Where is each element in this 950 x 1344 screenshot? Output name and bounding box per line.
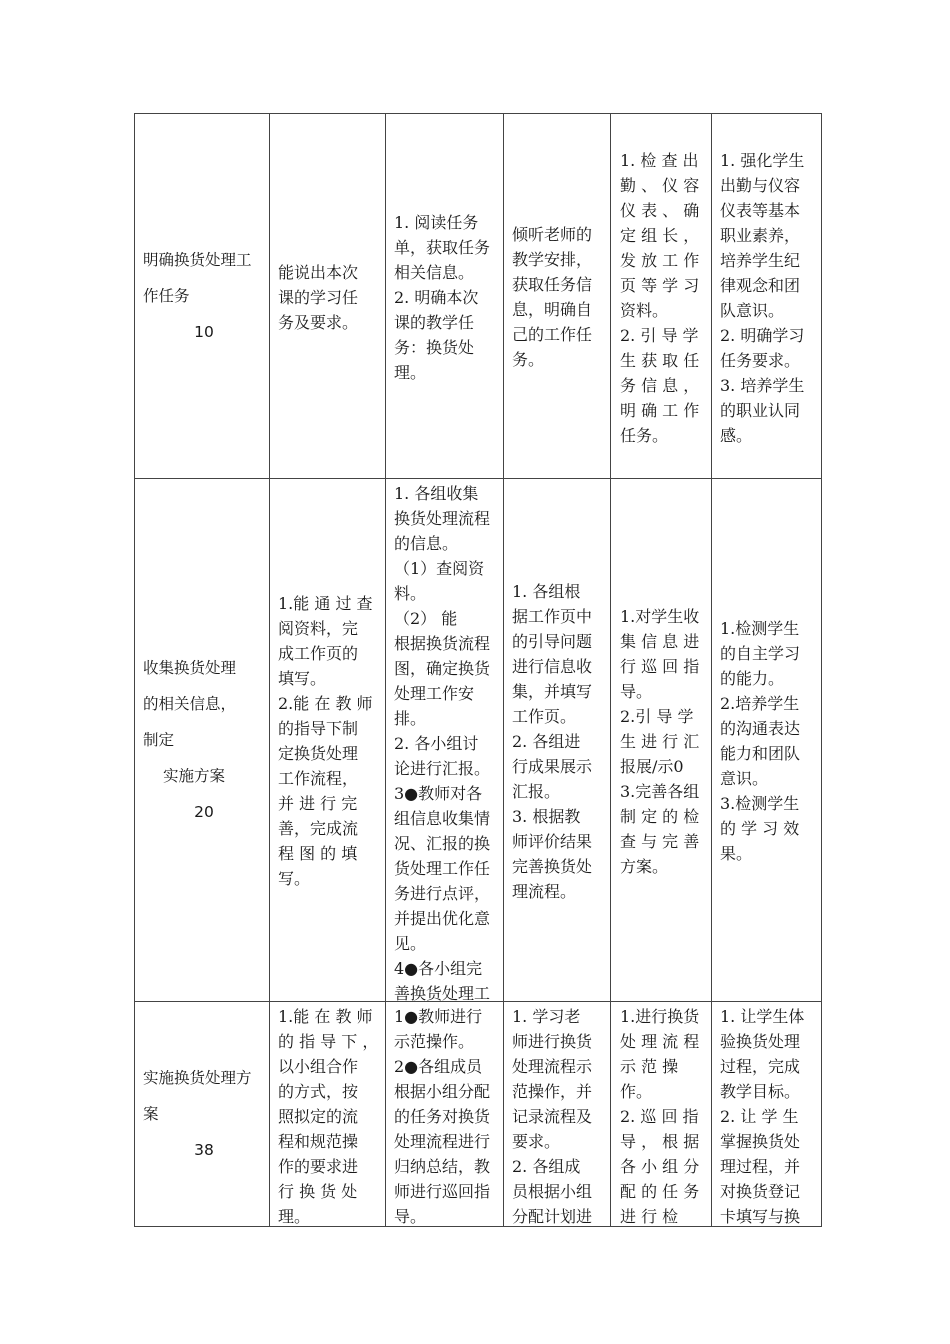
cell-line: 据工作页中 (512, 606, 593, 626)
cell-line: 1.能 在 教 师 (278, 1007, 373, 1026)
cell-line: 务。 (512, 350, 545, 369)
cell-line: 务：换货处 (394, 337, 475, 357)
cell-line: 成工作页的 (278, 644, 359, 663)
stage-cell (135, 479, 269, 1001)
cell-line: 1. 检 查 出 (620, 151, 699, 170)
cell-line: 3. 培养学生 (720, 376, 805, 395)
cell-line: 1●教师进行 (394, 1007, 483, 1026)
cell-line: 2. 引 导 学 (620, 326, 699, 345)
cell-line: 职业素养， (720, 226, 801, 245)
cell-line: 能说出本次 (278, 262, 359, 282)
cell-line: 工作流程， (278, 769, 359, 788)
cell-line: 程和规范操 (278, 1132, 359, 1151)
cell-line: 组信息收集情 (394, 809, 491, 828)
cell-line: 能力和团队 (720, 744, 801, 763)
cell-line: 课的教学任 (394, 312, 475, 332)
cell-line: 导。 (620, 681, 653, 701)
cell-line: 师进行巡回指 (394, 1182, 491, 1201)
cell-line: 务 信 息 ， (620, 376, 700, 395)
cell-line: 2. 各小组讨 (394, 734, 479, 753)
cell-line: 单，获取任务 (394, 237, 491, 257)
goal-cell (270, 114, 385, 478)
cell-line: 1. 学习老 (512, 1007, 581, 1026)
cell-line: 3●教师对各 (394, 784, 483, 803)
cell-line: 进行信息收 (512, 656, 593, 676)
student-activity-cell (504, 1002, 610, 1226)
cell-line: 制 定 的 检 (620, 806, 700, 826)
table-border-bottom (134, 1226, 822, 1227)
cell-line: 任务。 (620, 426, 669, 445)
cell-line: 师进行换货 (512, 1032, 593, 1051)
cell-line: 善换货处理工 (394, 984, 491, 1001)
cell-line: 行成果展示 (512, 756, 593, 776)
cell-line: 勤 、 仪 容 (620, 176, 700, 195)
cell-line: 导。 (394, 1207, 427, 1226)
cell-line: 2. 各组进 (512, 731, 581, 751)
cell-line: 师评价结果 (512, 831, 593, 851)
cell-line: 己的工作任 (512, 325, 593, 344)
cell-line: 的信息。 (394, 534, 459, 553)
cell-line: 2. 巡 回 指 (620, 1107, 699, 1126)
design-intent-cell (712, 1002, 821, 1226)
cell-line: 范操作，并 (512, 1082, 593, 1101)
cell-line: 对换货登记 (720, 1182, 801, 1201)
cell-line: 1. 各组根 (512, 581, 581, 601)
cell-line: 制定 (143, 731, 175, 749)
cell-line: 阅资料，完 (278, 619, 359, 638)
cell-line: 写。 (278, 869, 311, 888)
cell-line: 页 等 学 习 (620, 276, 700, 295)
cell-line: 收集换货处理 (143, 659, 237, 677)
cell-line: 理过程，并 (720, 1157, 801, 1176)
cell-line: 进 行 检 (620, 1207, 679, 1226)
cell-line: 1. 各组收集 (394, 484, 479, 503)
cell-line: 理。 (278, 1207, 311, 1226)
cell-line: 理流程。 (512, 881, 577, 901)
cell-line: 的职业认同 (720, 401, 801, 420)
cell-line: 1.能 通 过 查 (278, 594, 373, 613)
teacher-activity-cell (612, 479, 711, 1001)
goal-cell (270, 1002, 385, 1226)
cell-line: 分配计划进 (512, 1207, 593, 1226)
cell-line: 教学安排， (512, 250, 593, 269)
cell-line: 实施换货处理方 (143, 1069, 252, 1087)
student-activity-cell (504, 114, 610, 478)
cell-line: 的自主学习 (720, 644, 801, 663)
cell-line: 集，并填写 (512, 681, 593, 701)
cell-line: 获取任务信 (512, 275, 593, 294)
content-cell (386, 114, 503, 478)
cell-line: 1. 强化学生 (720, 151, 805, 170)
design-intent-cell (712, 114, 821, 478)
cell-line: 定换货处理 (278, 744, 359, 763)
cell-line: 的相关信息， (143, 695, 237, 713)
student-activity-cell (504, 479, 610, 1001)
cell-line: 的引导问题 (512, 631, 593, 651)
cell-line: 出勤与仪容 (720, 176, 801, 195)
table-border-right (821, 113, 822, 1227)
cell-line: 1.对学生收 (620, 606, 700, 626)
cell-line: 资料。 (620, 301, 669, 320)
column-divider-4 (610, 113, 611, 1227)
cell-line: 工作页。 (512, 706, 577, 726)
cell-line: 填写。 (278, 669, 327, 688)
cell-line: 的任务对换货 (394, 1107, 491, 1126)
cell-line: 报展/示0 (620, 756, 684, 776)
cell-line: 仪表等基本 (720, 201, 801, 220)
cell-line: 的 学 习 效 (720, 819, 800, 838)
cell-line: 的沟通表达 (720, 719, 801, 738)
cell-line: 的指导下制 (278, 719, 359, 738)
cell-line: 验换货处理 (720, 1032, 801, 1051)
cell-line: 务进行点评， (394, 884, 491, 903)
cell-line: 2.引 导 学 (620, 706, 694, 726)
stage-minutes: 20 (194, 803, 214, 821)
cell-line: 2. 让 学 生 (720, 1107, 799, 1126)
cell-line: 处 理 流 程 (620, 1032, 700, 1051)
cell-line: 配 的 任 务 (620, 1182, 700, 1201)
design-intent-cell (712, 479, 821, 1001)
cell-line: 4●各小组完 (394, 959, 483, 978)
cell-line: 2. 各组成 (512, 1157, 581, 1176)
content-cell (386, 479, 503, 1001)
cell-line: 1.检测学生 (720, 619, 800, 638)
cell-line: 课的学习任 (278, 287, 359, 307)
cell-line: 意识。 (720, 769, 769, 788)
cell-line: 员根据小组 (512, 1182, 593, 1201)
teacher-activity-cell (612, 114, 711, 478)
cell-line: 导 ， 根 据 (620, 1132, 700, 1151)
cell-line: 善，完成流 (278, 819, 359, 838)
cell-line: 生 进 行 汇 (620, 731, 700, 751)
cell-line: 发 放 工 作 (620, 251, 700, 270)
cell-line: 作任务 (143, 287, 190, 305)
cell-line: 料。 (394, 584, 427, 603)
cell-line: 律观念和团 (720, 276, 801, 295)
cell-line: 3.完善各组 (620, 781, 700, 801)
cell-line: 要求。 (512, 1132, 561, 1151)
cell-line: 队意识。 (720, 301, 785, 320)
cell-line: 仪 表 、 确 (620, 201, 700, 220)
lesson-plan-table (134, 113, 822, 1227)
cell-line: 以小组合作 (278, 1057, 359, 1076)
cell-line: 3. 根据教 (512, 806, 581, 826)
cell-line: 任务要求。 (720, 351, 801, 370)
cell-line: 行 巡 回 指 (620, 656, 700, 676)
cell-line: 务及要求。 (278, 312, 359, 332)
cell-line: 果。 (720, 844, 753, 863)
cell-line: 货处理工作任 (394, 859, 491, 878)
cell-line: 过程，完成 (720, 1057, 801, 1076)
cell-line: 处理流程进行 (394, 1132, 491, 1151)
cell-line: 示 范 操 (620, 1057, 679, 1076)
teacher-activity-cell (612, 1002, 711, 1226)
cell-line: 的方式，按 (278, 1082, 359, 1101)
cell-line: 息，明确自 (512, 300, 593, 319)
cell-line: 处理工作安 (394, 684, 475, 703)
cell-line: 1. 阅读任务 (394, 212, 479, 232)
stage-minutes: 38 (194, 1141, 214, 1159)
cell-line: 换货处理流程 (394, 509, 491, 528)
cell-line: 定 组 长 ， (620, 226, 700, 245)
cell-line: 见。 (394, 934, 427, 953)
cell-line: 明 确 工 作 (620, 401, 700, 420)
cell-line: 3.检测学生 (720, 794, 800, 813)
cell-line: 集 信 息 进 (620, 631, 700, 651)
cell-line: 的 指 导 下 ， (278, 1032, 379, 1051)
cell-line: 倾听老师的 (512, 225, 593, 244)
cell-line: 方案。 (620, 856, 669, 876)
cell-line: 案 (143, 1105, 159, 1123)
cell-line: 图，确定换货 (394, 659, 491, 678)
cell-line: 各 小 组 分 (620, 1157, 700, 1176)
stage-minutes: 10 (194, 323, 214, 341)
cell-line: 照拟定的流 (278, 1107, 359, 1126)
cell-line: 查 与 完 善 (620, 831, 700, 851)
cell-line: 卡填写与换 (720, 1207, 801, 1226)
cell-line: 1.进行换货 (620, 1007, 700, 1026)
cell-line: 2.能 在 教 师 (278, 694, 373, 713)
cell-line: （2） 能 (394, 609, 458, 628)
cell-line: 作。 (620, 1082, 653, 1101)
cell-line: 根据小组分配 (394, 1082, 491, 1101)
stage-cell (135, 114, 269, 478)
cell-line: 完善换货处 (512, 856, 593, 876)
cell-line: 感。 (720, 426, 753, 445)
cell-line: 处理流程示 (512, 1057, 593, 1076)
cell-line: 2. 明确本次 (394, 287, 479, 307)
cell-line: 程 图 的 填 (278, 844, 358, 863)
cell-line: 实施方案 (163, 767, 226, 785)
cell-line: 2.培养学生 (720, 694, 800, 713)
cell-line: 相关信息。 (394, 262, 475, 282)
stage-cell (135, 1002, 269, 1226)
cell-line: 培养学生纪 (720, 251, 801, 270)
cell-line: 作的要求进 (278, 1157, 359, 1176)
cell-line: 示范操作。 (394, 1032, 475, 1051)
cell-line: 并 进 行 完 (278, 794, 358, 813)
cell-line: 排。 (394, 709, 427, 728)
cell-line: 掌握换货处 (720, 1132, 801, 1151)
cell-line: 2●各组成员 (394, 1057, 483, 1076)
cell-line: 并提出优化意 (394, 909, 491, 928)
cell-line: 况、汇报的换 (394, 834, 491, 853)
cell-line: 1. 让学生体 (720, 1007, 805, 1026)
cell-line: 生 获 取 任 (620, 351, 700, 370)
cell-line: 汇报。 (512, 781, 561, 801)
cell-line: 明确换货处理工 (143, 251, 252, 269)
cell-line: 归纳总结，教 (394, 1157, 491, 1176)
cell-line: 根据换货流程 (394, 634, 491, 653)
content-cell (386, 1002, 503, 1226)
goal-cell (270, 479, 385, 1001)
cell-line: 行 换 货 处 (278, 1182, 358, 1201)
cell-line: 论进行汇报。 (394, 759, 491, 778)
cell-line: 的能力。 (720, 669, 785, 688)
cell-line: （1）查阅资 (394, 559, 485, 578)
cell-line: 记录流程及 (512, 1107, 593, 1126)
cell-line: 理。 (394, 362, 427, 382)
cell-line: 2. 明确学习 (720, 326, 805, 345)
cell-line: 教学目标。 (720, 1082, 801, 1101)
